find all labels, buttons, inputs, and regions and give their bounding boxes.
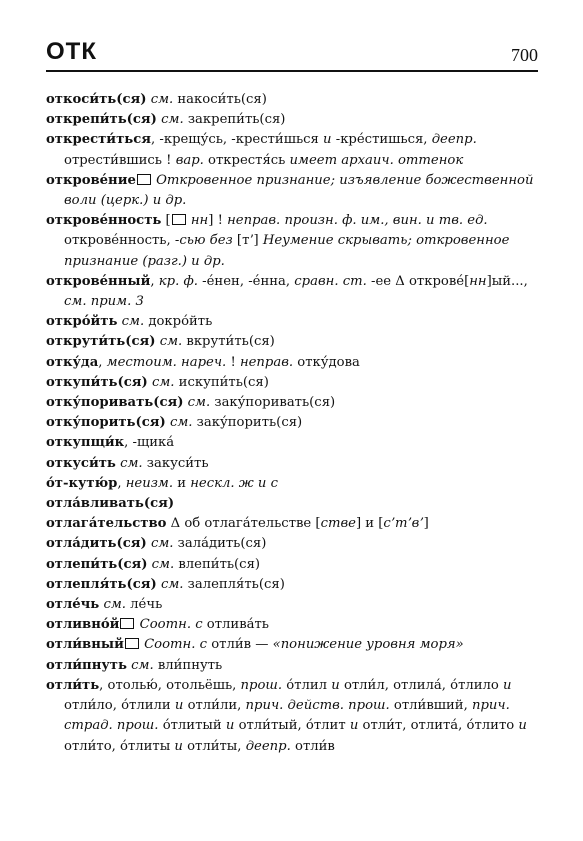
entry-text: и — [173, 475, 191, 491]
entry-text: , — [117, 475, 126, 491]
headword: отли́вный — [46, 637, 124, 653]
dictionary-entry — [46, 373, 538, 393]
dictionary-entry — [46, 90, 538, 110]
dictionary-entry — [46, 615, 538, 635]
grammar-note: прич. страд. прош. — [64, 698, 510, 734]
dictionary-entry — [46, 353, 538, 373]
headword: отлепи́ть(ся) — [46, 556, 148, 572]
grammar-note: см. — [103, 597, 126, 613]
headword: отли́пнуть — [46, 657, 127, 673]
grammar-note: Соотн. — [144, 637, 196, 653]
entry-text: о́тлитый — [158, 718, 226, 734]
page-header — [46, 38, 538, 70]
headword: о́т-кутю́р — [46, 475, 118, 491]
entry-text: вли́пнуть — [153, 657, 223, 673]
entry-text: отли́л, отлила́, о́тлило — [339, 677, 504, 693]
entry-text: заку́поривать(ся) — [210, 395, 336, 411]
dictionary-entry — [46, 413, 538, 433]
grammar-note: прош. — [240, 677, 283, 693]
entry-text: -кре́стишься, — [331, 132, 432, 148]
headword: открести́ться — [46, 132, 151, 148]
entry-text: откровéнность, — [64, 233, 175, 249]
dictionary-entry — [46, 312, 538, 332]
grammar-note: и — [503, 677, 512, 693]
meaning-box-icon — [137, 174, 151, 185]
entry-list — [46, 90, 538, 757]
entry-text: открестя́сь — [203, 152, 290, 168]
entry-text: влепи́ть(ся) — [174, 556, 261, 572]
entry-text: ] ! — [208, 213, 228, 229]
headword: откупщи́к — [46, 435, 125, 451]
headword: откупи́ть(ся) — [46, 374, 148, 390]
entry-text: отли́ты, — [182, 738, 246, 754]
entry-text: Δ об отлага́тельстве [ — [166, 516, 321, 532]
grammar-note: см. — [150, 92, 174, 107]
dictionary-entry — [46, 555, 538, 575]
headword: отлепля́ть(ся) — [46, 576, 157, 592]
entry-text: накоси́ть(ся) — [173, 92, 267, 107]
meaning-box-icon — [125, 638, 139, 649]
grammar-note: деепр. — [431, 132, 477, 148]
headword: отли́ть — [46, 677, 100, 693]
entry-text: закрепи́ть(ся) — [183, 112, 286, 128]
page-number: 700 — [511, 45, 538, 65]
grammar-note: и — [349, 718, 359, 734]
headword: отку́да — [46, 354, 99, 370]
grammar-note: см. — [150, 536, 174, 552]
grammar-note: и — [174, 738, 183, 754]
headword: откуси́ть — [46, 455, 116, 471]
dictionary-entry — [46, 211, 538, 272]
dictionary-entry — [46, 393, 538, 413]
headword: открути́ть(ся) — [46, 334, 156, 350]
dictionary-entry — [46, 433, 538, 453]
entry-text: зала́дить(ся) — [173, 536, 267, 552]
entry-text: докро́йть — [144, 314, 213, 330]
grammar-note: неправ. произн. ф. им., вин. и тв. ед. — [227, 213, 488, 229]
entry-text: искупи́ть(ся) — [174, 374, 269, 390]
dictionary-entry — [46, 454, 538, 474]
header-rule — [46, 70, 538, 72]
entry-text: отли́то, о́тлиты — [64, 738, 175, 754]
entry-text: о́тлил — [282, 677, 332, 693]
entry-text: отрести́вшись ! — [64, 152, 176, 168]
meaning-box-icon — [172, 214, 186, 225]
grammar-note: см. — [121, 314, 145, 330]
headword: откоси́ть(ся) — [46, 92, 147, 107]
headword: отла́дить(ся) — [46, 536, 147, 552]
grammar-note: неизм. — [125, 475, 174, 491]
dictionary-entry — [46, 272, 538, 312]
entry-text: ] — [423, 516, 429, 532]
entry-text: отли́тый, о́тлит — [234, 718, 350, 734]
grammar-note: «понижение уровня моря» — [272, 637, 464, 653]
entry-text: отлива́ть — [202, 617, 269, 633]
entry-text: [ — [161, 213, 171, 229]
grammar-note: см. — [159, 334, 183, 350]
headword: откровéние — [46, 172, 136, 188]
dictionary-entry — [46, 514, 538, 534]
grammar-note: см. — [151, 374, 175, 390]
grammar-note: кр. ф. — [158, 273, 198, 289]
dictionary-entry — [46, 534, 538, 554]
entry-text: отли́в — [290, 738, 335, 754]
grammar-note: неправ. — [239, 354, 294, 370]
grammar-note: см. — [160, 576, 184, 592]
headword: откровéнность — [46, 213, 162, 229]
entry-text: ] и [ — [355, 516, 384, 532]
grammar-note: имеет архаич. оттенок — [289, 152, 464, 168]
grammar-note: Соотн. — [139, 617, 192, 633]
entry-text: , -крещу́сь, -крести́шься — [150, 132, 324, 148]
entry-text: залепля́ть(ся) — [183, 576, 285, 592]
entry-text: ле́чь — [125, 597, 163, 613]
headword: отле́чь — [46, 597, 100, 613]
entry-text: , — [150, 273, 159, 289]
headword: отку́поривать(ся) — [46, 395, 184, 411]
entry-text: отли́в — — [207, 637, 273, 653]
entry-text: вкрути́ть(ся) — [182, 334, 275, 350]
grammar-note: Откровенное признание; изъявление божественной воли (церк.) и др. — [64, 172, 534, 209]
dictionary-entry — [46, 635, 538, 655]
headword: откровéнный — [46, 273, 151, 289]
grammar-note: прич. действ. прош. — [245, 698, 390, 714]
grammar-note: Неумение скрывать; откровенное признание (разг.) и др. — [64, 233, 510, 269]
grammar-note: стве — [320, 516, 356, 532]
dictionary-entry — [46, 130, 538, 170]
dictionary-entry — [46, 474, 538, 494]
headword: отла́вливать(ся) — [46, 496, 175, 512]
entry-text: отли́т, отлита́, о́тлито — [358, 718, 519, 734]
entry-text: отку́дова — [293, 354, 360, 370]
headword: отлага́тельство — [46, 516, 167, 532]
entry-text: закуси́ть — [142, 455, 209, 471]
entry-text: -ее Δ откровé[ — [366, 273, 470, 289]
entry-text: отли́вший, — [389, 698, 472, 714]
entry-text: [тʼ] — [232, 233, 263, 249]
entry-text: ! — [226, 354, 240, 370]
headword: открепи́ть(ся) — [46, 112, 157, 128]
grammar-note: см. — [161, 112, 184, 128]
dictionary-entry — [46, 575, 538, 595]
entry-text: отли́ло, о́тлили — [64, 698, 175, 714]
grammar-note: и — [225, 718, 235, 734]
entry-text: , -щика́ — [124, 435, 175, 451]
grammar-note: с — [195, 617, 203, 633]
headword: отливно́й — [46, 617, 120, 633]
grammar-note: сравн. ст. — [294, 273, 367, 289]
grammar-note: и — [174, 698, 184, 714]
entry-text: ]ый..., — [486, 273, 528, 289]
dictionary-entry — [46, 676, 538, 757]
grammar-note: см. — [120, 455, 143, 471]
dictionary-entry — [46, 171, 538, 211]
dictionary-entry — [46, 494, 538, 514]
entry-text: заку́порить(ся) — [192, 415, 303, 431]
running-head: ОТК — [46, 38, 97, 65]
headword: отку́порить(ся) — [46, 415, 166, 431]
grammar-note: местоим. нареч. — [106, 354, 227, 370]
grammar-note: см. прим. 3 — [64, 294, 144, 310]
grammar-note: вар. — [175, 152, 204, 168]
grammar-note: см. — [151, 556, 175, 572]
headword: откро́йть — [46, 314, 118, 330]
dictionary-entry — [46, 595, 538, 615]
grammar-note: -сью без — [174, 233, 233, 249]
grammar-note: см. — [169, 415, 193, 431]
dictionary-entry — [46, 656, 538, 676]
grammar-note: см. — [131, 657, 154, 673]
grammar-note: и — [323, 132, 332, 148]
entry-text: отли́ли, — [183, 698, 246, 714]
entry-text: , отолью́, отольёшь, — [99, 677, 241, 693]
grammar-note: с — [199, 637, 208, 653]
meaning-box-icon — [120, 618, 134, 629]
grammar-note: и — [331, 677, 340, 693]
dictionary-entry — [46, 332, 538, 352]
grammar-note: см. — [187, 395, 211, 411]
dictionary-entry — [46, 110, 538, 130]
entry-text: , — [98, 354, 107, 370]
entry-text: -éнен, -éнна, — [197, 273, 295, 289]
grammar-note: нескл. ж и с — [190, 475, 279, 491]
grammar-note: нн — [469, 273, 487, 289]
grammar-note: сʼтʼвʼ — [383, 516, 424, 532]
grammar-note: деепр. — [245, 738, 291, 754]
grammar-note: и — [518, 718, 527, 734]
grammar-note: нн — [190, 213, 209, 229]
